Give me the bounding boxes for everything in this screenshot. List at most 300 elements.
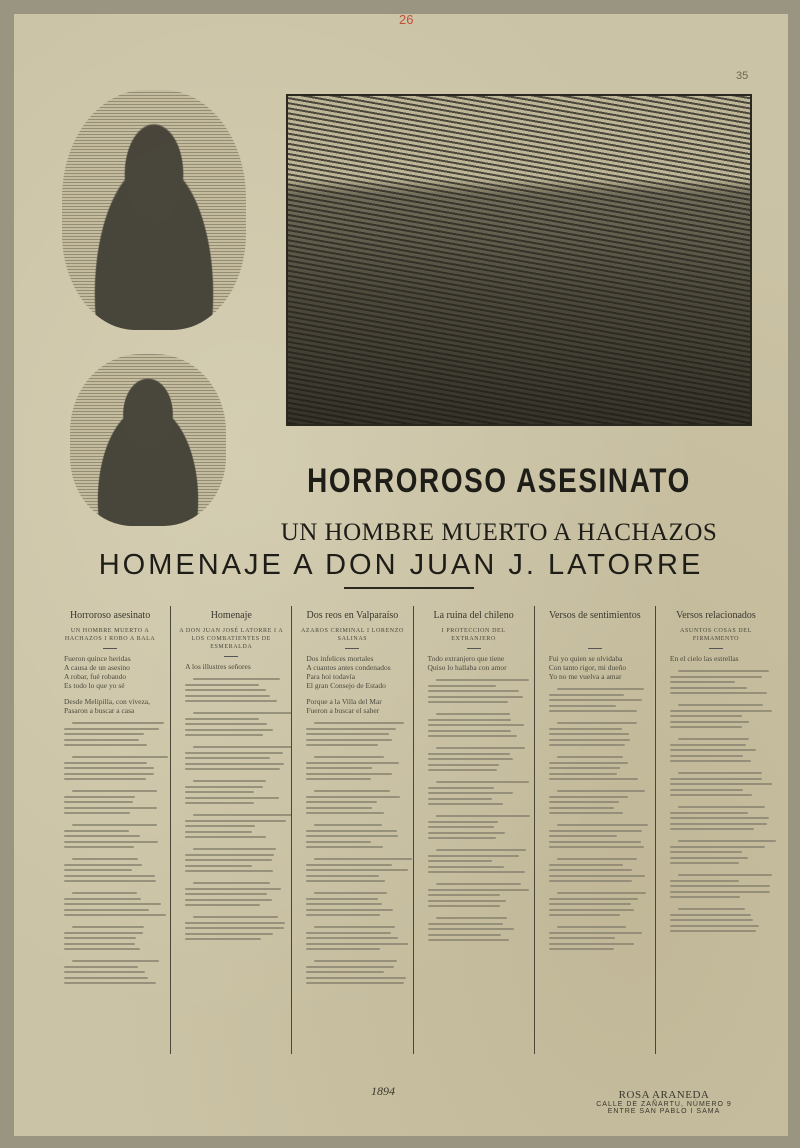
illegible-verse-line (64, 762, 147, 764)
stanza (662, 654, 770, 663)
dash-divider (103, 648, 117, 649)
illegible-verse-line (670, 823, 767, 825)
verse-line: Fueron a buscar el saber (306, 706, 380, 715)
illegible-verse-line (678, 874, 772, 876)
printer-address-1: CALLE DE ZAÑARTU, NÚMERO 9 (596, 1101, 732, 1108)
illegible-verse-line (64, 835, 140, 837)
illegible-verse-line (306, 830, 397, 832)
illegible-verse-line (670, 885, 771, 887)
handwritten-year: 1894 (371, 1084, 395, 1098)
illegible-verse-line (436, 781, 529, 783)
illegible-verse-line (306, 971, 384, 973)
illegible-verse-line (185, 922, 285, 924)
illegible-verse-line (306, 778, 371, 780)
illegible-verse-line (428, 735, 518, 737)
illegible-verse-line (185, 938, 261, 940)
illegible-verse-line (314, 756, 383, 758)
column-title: Dos reos en Valparaíso (306, 610, 399, 621)
illegible-verse-line (64, 807, 157, 809)
column-subtitle: ASUNTOS COSAS DEL FIRMAMENTO (680, 628, 752, 642)
illegible-verse-line (549, 869, 632, 871)
illegible-verse-line (428, 719, 511, 721)
illegible-verse-line (185, 802, 254, 804)
illegible-verse-line (64, 898, 141, 900)
illegible-verse-line (436, 849, 527, 851)
illegible-verse-line (306, 898, 377, 900)
illegible-verse-line (670, 692, 767, 694)
illegible-verse-line (193, 916, 277, 918)
illegible-verse-line (670, 744, 746, 746)
illegible-verse-line (306, 943, 408, 945)
illegible-verse-line (64, 812, 130, 814)
illegible-verse-line (549, 914, 620, 916)
illegible-verse-line (428, 724, 524, 726)
illegible-verse-line (670, 828, 754, 830)
illegible-verse-line (306, 807, 372, 809)
illegible-verse-line (185, 734, 263, 736)
verse-line: A robar, fué robando (64, 672, 127, 681)
illegible-verse-line (549, 943, 634, 945)
verse-column (50, 606, 170, 1054)
illegible-verse-line (436, 883, 521, 885)
dash-divider (467, 648, 481, 649)
illegible-verse-line (306, 835, 398, 837)
illegible-verse-line (185, 763, 283, 765)
illegible-verse-line (678, 670, 769, 672)
illegible-verse-line (185, 689, 266, 691)
illegible-verse-line (306, 733, 388, 735)
illegible-verse-line (64, 943, 135, 945)
homage-headline: HOMENAJE A DON JUAN J. LATORRE (98, 549, 704, 581)
illegible-verse-line (670, 726, 742, 728)
illegible-verse-line (428, 730, 511, 732)
illegible-verse-line (306, 875, 378, 877)
printer-address-2: ENTRE SAN PABLO I SAMA (607, 1108, 721, 1115)
illegible-verse-line (428, 701, 508, 703)
verse-line: Yo no me vuelva a amar (548, 672, 622, 681)
illegible-verse-line (670, 749, 757, 751)
illegible-verse-line (306, 796, 400, 798)
illegible-verse-line (557, 892, 647, 894)
illegible-verse-line (314, 926, 395, 928)
illegible-verse-line (185, 757, 269, 759)
illegible-verse-line (670, 755, 744, 757)
illegible-verse-line (185, 904, 260, 906)
illegible-verse-line (428, 792, 513, 794)
illegible-verse-line (314, 892, 386, 894)
broadside-sheet (14, 14, 788, 1136)
illegible-verse-line (428, 787, 494, 789)
illegible-verse-line (678, 738, 749, 740)
illegible-verse-line (549, 739, 630, 741)
column-subtitle: AZAROS CRIMINAL I LORENZO SALINAS (300, 628, 404, 642)
illegible-verse-line (306, 739, 391, 741)
illegible-verse-line (64, 875, 155, 877)
illegible-verse-line (549, 846, 644, 848)
illegible-verse-line (436, 679, 529, 681)
illegible-verse-line (185, 723, 267, 725)
illegible-verse-line (72, 722, 164, 724)
illegible-verse-line (436, 713, 511, 715)
illegible-verse-line (64, 971, 145, 973)
illegible-verse-line (306, 903, 382, 905)
illegible-verse-line (64, 841, 158, 843)
illegible-verse-line (428, 934, 502, 936)
illegible-verse-line (428, 928, 515, 930)
illegible-verse-line (428, 860, 493, 862)
stanza (56, 697, 164, 715)
illegible-verse-line (193, 746, 291, 748)
illegible-verse-line (670, 710, 772, 712)
illegible-verse-line (670, 857, 748, 859)
illegible-verse-line (72, 756, 168, 758)
verse-line: Quiso lo hallaba con amor (427, 663, 507, 672)
illegible-verse-line (185, 870, 273, 872)
illegible-verse-line (549, 744, 626, 746)
illegible-verse-line (670, 715, 742, 717)
illegible-verse-line (64, 977, 148, 979)
illegible-verse-line (185, 865, 252, 867)
verse-column (413, 606, 534, 1054)
verse-line: En el cielo las estrellas (669, 654, 739, 663)
illegible-verse-line (314, 824, 382, 826)
stanza (420, 654, 528, 672)
illegible-verse-line (185, 836, 266, 838)
illegible-verse-line (428, 821, 498, 823)
illegible-verse-line (670, 862, 739, 864)
illegible-verse-line (64, 801, 133, 803)
column-title: Versos relacionados (676, 610, 756, 621)
illegible-verse-line (72, 790, 157, 792)
illegible-verse-line (549, 948, 614, 950)
illegible-verse-line (64, 903, 161, 905)
illegible-verse-line (428, 866, 505, 868)
verse-line: Porque a la Villa del Mar (306, 697, 382, 706)
illegible-verse-line (64, 948, 140, 950)
illegible-verse-line (64, 830, 129, 832)
illegible-verse-line (306, 846, 383, 848)
illegible-verse-line (72, 892, 137, 894)
illegible-verse-line (549, 733, 629, 735)
illegible-verse-line (306, 773, 391, 775)
stanza (177, 662, 285, 671)
verse-line: Desde Melipilla, con viveza, (64, 697, 151, 706)
portrait-engraving-bottom (70, 354, 226, 526)
illegible-verse-line (64, 778, 146, 780)
illegible-verse-line (428, 837, 496, 839)
illegible-verse-line (185, 768, 280, 770)
illegible-verse-line (185, 684, 259, 686)
illegible-verse-line (670, 681, 735, 683)
illegible-verse-line (549, 812, 624, 814)
illegible-verse-line (549, 762, 628, 764)
illegible-verse-line (185, 831, 252, 833)
illegible-verse-line (557, 688, 645, 690)
column-title: Versos de sentimientos (548, 610, 641, 621)
illegible-verse-line (670, 930, 757, 932)
verse-line: A los illustres señores (185, 662, 251, 671)
illegible-verse-line (428, 894, 500, 896)
illegible-verse-line (306, 762, 399, 764)
illegible-verse-line (306, 801, 376, 803)
illegible-verse-line (549, 835, 617, 837)
illegible-verse-line (670, 789, 744, 791)
illegible-verse-line (64, 909, 149, 911)
illegible-verse-line (64, 864, 142, 866)
verse-line: Fueron quince heridas (64, 654, 131, 663)
illegible-verse-line (64, 767, 154, 769)
illegible-verse-line (436, 747, 526, 749)
stanza (541, 654, 649, 681)
illegible-verse-line (306, 728, 396, 730)
illegible-verse-line (549, 710, 638, 712)
illegible-verse-line (549, 841, 641, 843)
illegible-verse-line (549, 807, 614, 809)
landscape-engraving-valparaiso (286, 94, 752, 426)
illegible-verse-line (557, 858, 637, 860)
illegible-verse-line (549, 864, 624, 866)
illegible-verse-line (549, 932, 642, 934)
illegible-verse-line (557, 824, 648, 826)
illegible-verse-line (185, 752, 282, 754)
illegible-verse-line (185, 927, 283, 929)
archive-stamp-number: 26 (399, 12, 414, 27)
column-subtitle: I PROTECCION DEL EXTRANJERO (441, 628, 506, 642)
illegible-verse-line (193, 678, 280, 680)
illegible-verse-line (549, 830, 642, 832)
verse-column (170, 606, 291, 1054)
illegible-verse-line (549, 728, 623, 730)
stanza (298, 697, 406, 715)
column-subtitle: A DON JUAN JOSÉ LATORRE I A LOS COMBATIENTES DE ESMERALDA (179, 628, 284, 650)
illegible-verse-line (306, 841, 371, 843)
verse-line: A causa de un asesino (64, 663, 130, 672)
illegible-verse-line (314, 858, 411, 860)
verse-line: Fui yo quien se olvidaba (548, 654, 623, 663)
illegible-verse-line (549, 699, 642, 701)
imprint (574, 1089, 754, 1115)
dash-divider (588, 648, 602, 649)
illegible-verse-line (670, 919, 753, 921)
verse-column (534, 606, 655, 1054)
dash-divider (224, 656, 238, 657)
illegible-verse-line (306, 982, 403, 984)
illegible-verse-line (549, 705, 616, 707)
illegible-verse-line (64, 739, 139, 741)
illegible-verse-line (670, 676, 762, 678)
illegible-verse-line (549, 937, 615, 939)
illegible-verse-line (549, 880, 632, 882)
illegible-verse-line (72, 960, 159, 962)
illegible-verse-line (428, 769, 497, 771)
illegible-verse-line (670, 687, 747, 689)
sub-headline: UN HOMBRE MUERTO A HACHAZOS (280, 519, 718, 546)
illegible-verse-line (64, 932, 143, 934)
verse-line: Pasaron a buscar a casa (64, 706, 135, 715)
verse-line: Todo extranjero que tiene (427, 654, 505, 663)
illegible-verse-line (549, 909, 634, 911)
verse-column (291, 606, 412, 1054)
illegible-verse-line (64, 744, 147, 746)
verse-line: Es todo lo que yo sé (64, 681, 125, 690)
illegible-verse-line (670, 851, 742, 853)
illegible-verse-line (428, 798, 493, 800)
illegible-verse-line (549, 767, 620, 769)
illegible-verse-line (670, 846, 765, 848)
illegible-verse-line (678, 806, 766, 808)
illegible-verse-line (306, 909, 393, 911)
illegible-verse-line (549, 898, 639, 900)
illegible-verse-line (185, 933, 273, 935)
illegible-verse-line (185, 700, 277, 702)
illegible-verse-line (64, 846, 134, 848)
illegible-verse-line (428, 803, 504, 805)
illegible-verse-line (306, 880, 385, 882)
main-headline: HORROROSO ASESINATO (307, 462, 691, 500)
illegible-verse-line (428, 696, 523, 698)
illegible-verse-line (306, 914, 380, 916)
illegible-verse-line (185, 888, 281, 890)
illegible-verse-line (678, 772, 762, 774)
illegible-verse-line (306, 767, 372, 769)
illegible-verse-line (428, 753, 510, 755)
illegible-verse-line (670, 925, 759, 927)
illegible-verse-line (64, 982, 156, 984)
illegible-verse-line (306, 966, 394, 968)
illegible-verse-line (193, 780, 265, 782)
stanza (298, 654, 406, 690)
illegible-verse-line (549, 796, 628, 798)
illegible-verse-line (428, 758, 513, 760)
dash-divider (709, 648, 723, 649)
illegible-verse-line (549, 903, 631, 905)
illegible-verse-line (64, 914, 166, 916)
illegible-verse-line (185, 718, 259, 720)
illegible-verse-line (428, 923, 504, 925)
illegible-verse-line (185, 825, 255, 827)
illegible-verse-line (670, 817, 770, 819)
illegible-verse-line (670, 794, 752, 796)
verse-line: Para hoi todavía (306, 672, 356, 681)
illegible-verse-line (678, 704, 763, 706)
illegible-verse-line (670, 721, 749, 723)
illegible-verse-line (678, 840, 776, 842)
page-number: 35 (736, 70, 749, 82)
illegible-verse-line (428, 905, 500, 907)
illegible-verse-line (428, 871, 525, 873)
illegible-verse-line (670, 891, 771, 893)
illegible-verse-line (185, 791, 254, 793)
illegible-verse-line (185, 854, 274, 856)
illegible-verse-line (557, 926, 626, 928)
illegible-verse-line (306, 937, 398, 939)
illegible-verse-line (557, 722, 637, 724)
illegible-verse-line (185, 899, 272, 901)
column-subtitle: UN HOMBRE MUERTO A HACHAZOS I ROBO A BALA (64, 628, 156, 642)
illegible-verse-line (670, 896, 740, 898)
stanza (56, 654, 164, 690)
verse-line: Dos infelices mortales (306, 654, 374, 663)
illegible-verse-line (193, 814, 291, 816)
illegible-verse-line (670, 880, 739, 882)
illegible-verse-line (670, 778, 762, 780)
illegible-verse-line (314, 722, 404, 724)
illegible-verse-line (428, 939, 509, 941)
illegible-verse-line (64, 966, 138, 968)
illegible-verse-line (428, 832, 506, 834)
illegible-verse-line (678, 908, 745, 910)
illegible-verse-line (306, 932, 390, 934)
printer-name: ROSA ARANEDA (618, 1089, 710, 1101)
illegible-verse-line (428, 826, 494, 828)
illegible-verse-line (306, 744, 377, 746)
illegible-verse-line (428, 855, 520, 857)
illegible-verse-line (64, 869, 132, 871)
illegible-verse-line (549, 694, 625, 696)
illegible-verse-line (193, 712, 291, 714)
ornament-divider (344, 587, 474, 589)
illegible-verse-line (306, 977, 406, 979)
column-title: Horroroso asesinato (69, 610, 151, 621)
illegible-verse-line (185, 797, 279, 799)
illegible-verse-line (557, 790, 646, 792)
illegible-verse-line (670, 760, 751, 762)
column-title: Homenaje (210, 610, 252, 621)
illegible-verse-line (306, 812, 384, 814)
illegible-verse-line (185, 786, 263, 788)
illegible-verse-line (64, 880, 156, 882)
illegible-verse-line (549, 875, 645, 877)
dash-divider (345, 648, 359, 649)
illegible-verse-line (670, 914, 751, 916)
illegible-verse-line (549, 773, 617, 775)
portrait-engraving-top (62, 90, 246, 330)
illegible-verse-line (185, 859, 272, 861)
illegible-verse-line (549, 801, 619, 803)
illegible-verse-line (72, 824, 157, 826)
illegible-verse-line (193, 882, 270, 884)
verse-line: Con tanto rigor, mi dueño (548, 663, 627, 672)
illegible-verse-line (64, 728, 159, 730)
verse-line: A cuantos antes condenados (306, 663, 391, 672)
column-title: La ruina del chileno (433, 610, 514, 621)
illegible-verse-line (436, 917, 507, 919)
illegible-verse-line (185, 820, 286, 822)
illegible-verse-line (64, 773, 154, 775)
illegible-verse-line (185, 695, 269, 697)
illegible-verse-line (185, 729, 273, 731)
verse-column (655, 606, 776, 1054)
verse-line: El gran Consejo de Estado (306, 681, 386, 690)
illegible-verse-line (193, 848, 276, 850)
illegible-verse-line (670, 812, 748, 814)
illegible-verse-line (306, 864, 391, 866)
illegible-verse-line (428, 690, 520, 692)
illegible-verse-line (306, 948, 380, 950)
illegible-verse-line (185, 893, 267, 895)
illegible-verse-line (670, 783, 772, 785)
illegible-verse-line (557, 756, 623, 758)
illegible-verse-line (72, 926, 144, 928)
illegible-verse-line (72, 858, 138, 860)
illegible-verse-line (428, 900, 507, 902)
illegible-verse-line (64, 733, 144, 735)
illegible-verse-line (428, 764, 499, 766)
illegible-verse-line (64, 796, 135, 798)
illegible-verse-line (428, 889, 530, 891)
illegible-verse-line (306, 869, 408, 871)
verse-columns (50, 606, 776, 1054)
